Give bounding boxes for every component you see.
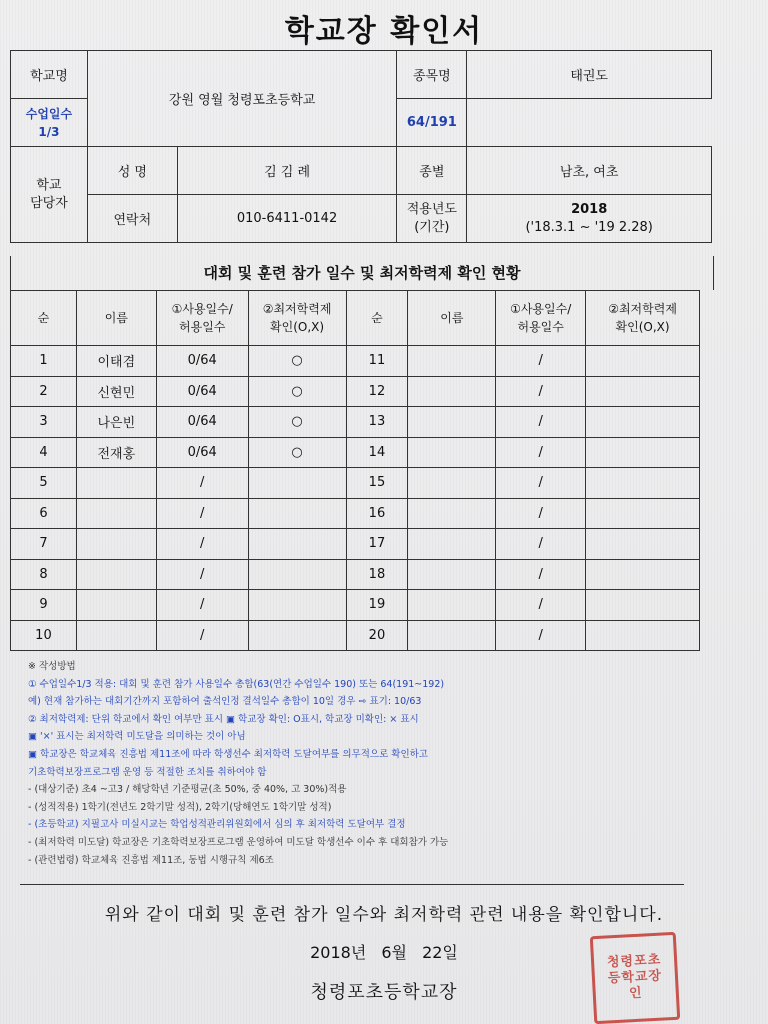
school-info-table: [10, 50, 712, 243]
cell-left-name: 신현민: [76, 376, 156, 407]
cell-right-num: 12: [346, 376, 408, 407]
cell-right-days: /: [496, 437, 586, 468]
seal-text: 청령포초등학교장인: [606, 952, 663, 1002]
cell-right-check: [586, 437, 700, 468]
cell-right-days: /: [496, 346, 586, 377]
cell-left-days: /: [156, 559, 248, 590]
instructions-notes: [28, 658, 698, 869]
note-line: ※ 작성방법: [28, 661, 76, 672]
cell-left-name: [76, 559, 156, 590]
cell-right-check: [586, 468, 700, 499]
cell-left-num: 10: [11, 620, 77, 651]
cell-right-check: [586, 590, 700, 621]
cell-right-days: /: [496, 620, 586, 651]
cell-left-days: /: [156, 529, 248, 560]
cell-right-check: [586, 620, 700, 651]
table-row: [11, 590, 700, 621]
cell-left-name: [76, 620, 156, 651]
header-check-right-line2: 확인(O,X): [615, 320, 670, 334]
cell-right-days: /: [496, 468, 586, 499]
cell-left-num: 2: [11, 376, 77, 407]
type-label: 종별: [397, 147, 467, 195]
year-label: [397, 195, 467, 243]
cell-left-name: 나은빈: [76, 407, 156, 438]
participation-table: [10, 290, 700, 651]
cell-right-name: [408, 376, 496, 407]
note-line: - (관련법령) 학교체육 진흥법 제11조, 동법 시행규칙 제6조: [28, 854, 274, 866]
section-subtitle: 대회 및 훈련 참가 일수 및 최저학력제 확인 현황: [10, 256, 714, 290]
type-value: 남초, 여초: [467, 147, 712, 195]
cell-left-check: [248, 468, 346, 499]
note-line: 예) 현재 참가하는 대회기간까지 포함하여 출석인정 결석일수 총합이 10일 경우 ⇨ 표기: 10/63: [28, 696, 422, 708]
cell-left-name: 전재홍: [76, 437, 156, 468]
cell-left-check: ○: [248, 407, 346, 438]
table-row: [11, 559, 700, 590]
cell-right-name: [408, 559, 496, 590]
cell-left-check: [248, 498, 346, 529]
note-line: ② 최저학력제: 단위 학교에서 확인 여부만 표시 ▣ 학교장 확인: O표시, 학교장 미확인: × 표시: [28, 713, 419, 725]
note-line: - (대상기준) 초4 ~고3 / 해당학년 기준평균(초 50%, 중 40%, 고 30%)적용: [28, 784, 347, 796]
cell-right-check: [586, 407, 700, 438]
school-name-value: 강원 영월 청령포초등학교: [87, 51, 396, 147]
year-label-line1: 적용년도: [406, 201, 457, 217]
cell-right-num: 11: [346, 346, 408, 377]
class-days-value: 64/191: [397, 99, 467, 147]
cell-left-days: /: [156, 498, 248, 529]
cell-right-num: 16: [346, 498, 408, 529]
cell-left-num: 6: [11, 498, 77, 529]
cell-left-name: [76, 590, 156, 621]
header-num-right: 순: [346, 291, 408, 346]
cell-left-name: [76, 468, 156, 499]
year-value: [467, 195, 712, 243]
header-check-right: [586, 291, 700, 346]
cell-left-check: ○: [248, 346, 346, 377]
divider: [20, 884, 684, 885]
cell-left-check: [248, 559, 346, 590]
cell-left-name: [76, 498, 156, 529]
cell-left-num: 1: [11, 346, 77, 377]
class-days-label-line1: 수업일수: [25, 106, 73, 121]
header-name-right: 이름: [408, 291, 496, 346]
staff-label-line1: 학교: [36, 177, 62, 193]
confirmation-statement: 위와 같이 대회 및 훈련 참가 일수와 최저학력 관련 내용을 확인합니다.: [104, 905, 664, 925]
header-days-line2: 허용일수: [179, 320, 226, 334]
cell-left-num: 8: [11, 559, 77, 590]
principal-signature-line: 청령포초등학교장: [310, 982, 458, 1003]
header-num: 순: [11, 291, 77, 346]
cell-right-name: [408, 590, 496, 621]
class-days-label-line2: 1/3: [38, 124, 60, 139]
cell-left-num: 4: [11, 437, 77, 468]
note-line: ▣ '×' 표시는 최저학력 미도달을 의미하는 것이 아님: [28, 731, 246, 743]
cell-right-days: /: [496, 529, 586, 560]
table-row: [11, 376, 700, 407]
cell-right-name: [408, 346, 496, 377]
document-date: 2018년 6월 22일: [310, 943, 458, 962]
note-line: ▣ 학교장은 학교체육 진흥법 제11조에 따라 학생선수 최저학력 도달여부를 의무적으로 확인하고: [28, 748, 428, 760]
header-days-right: [496, 291, 586, 346]
year-number: 2018: [571, 201, 608, 217]
cell-left-days: /: [156, 620, 248, 651]
name-label: 성 명: [87, 147, 177, 195]
cell-right-name: [408, 620, 496, 651]
cell-right-num: 14: [346, 437, 408, 468]
note-line: ① 수업일수1/3 적용: 대회 및 훈련 참가 사용일수 총합(63(연간 수업일수 190) 또는 64(191~192): [28, 678, 445, 690]
note-line: - (최저학력 미도달) 학교장은 기초학력보장프로그램 운영하여 미도달 학생선수 이수 후 대회참가 가능: [28, 836, 449, 848]
cell-left-days: 0/64: [156, 437, 248, 468]
cell-right-check: [586, 346, 700, 377]
header-days: [156, 291, 248, 346]
note-line: 기초학력보장프로그램 운영 등 적절한 조치를 취하여야 함: [28, 766, 267, 778]
cell-right-num: 19: [346, 590, 408, 621]
cell-right-num: 20: [346, 620, 408, 651]
cell-left-check: ○: [248, 376, 346, 407]
header-days-right-line1: ①사용일수/: [510, 302, 572, 316]
table-row: [11, 437, 700, 468]
class-days-label: [11, 99, 88, 147]
cell-right-days: /: [496, 376, 586, 407]
cell-right-name: [408, 437, 496, 468]
table-row: [11, 407, 700, 438]
cell-left-days: 0/64: [156, 407, 248, 438]
table-header-row: [11, 291, 700, 346]
cell-right-check: [586, 529, 700, 560]
staff-label: [11, 147, 88, 243]
note-line: - (성적적용) 1학기(전년도 2학기말 성적), 2학기(당해연도 1학기말 성적): [28, 801, 332, 813]
cell-right-name: [408, 529, 496, 560]
sport-value: 태권도: [467, 51, 712, 99]
header-check-line1: ②최저학력제: [262, 302, 332, 316]
header-name: 이름: [76, 291, 156, 346]
cell-left-days: /: [156, 590, 248, 621]
header-days-right-line2: 허용일수: [517, 320, 564, 334]
note-line: - (초등학교) 지필고사 미실시교는 학업성적관리위원회에서 심의 후 최저학력 도달여부 결정: [28, 819, 406, 831]
cell-right-check: [586, 559, 700, 590]
cell-right-name: [408, 498, 496, 529]
cell-right-days: /: [496, 498, 586, 529]
cell-right-name: [408, 468, 496, 499]
document-title: 학교장 확인서: [284, 14, 484, 49]
cell-right-num: 18: [346, 559, 408, 590]
table-row: [11, 498, 700, 529]
header-check: [248, 291, 346, 346]
header-check-right-line1: ②최저학력제: [608, 302, 677, 316]
staff-name-value: 김 김 례: [177, 147, 397, 195]
contact-value: 010-6411-0142: [177, 195, 397, 243]
header-check-line2: 확인(O,X): [270, 320, 325, 334]
cell-right-num: 15: [346, 468, 408, 499]
cell-left-num: 7: [11, 529, 77, 560]
cell-left-check: [248, 529, 346, 560]
cell-left-name: 이태겸: [76, 346, 156, 377]
cell-right-days: /: [496, 590, 586, 621]
cell-left-days: /: [156, 468, 248, 499]
staff-label-line2: 담당자: [30, 195, 68, 211]
year-period: ('18.3.1 ~ '19 2.28): [525, 219, 653, 235]
table-row: [11, 529, 700, 560]
school-name-label: 학교명: [11, 51, 88, 99]
cell-right-name: [408, 407, 496, 438]
cell-right-check: [586, 498, 700, 529]
cell-left-check: [248, 620, 346, 651]
cell-left-check: ○: [248, 437, 346, 468]
cell-right-days: /: [496, 559, 586, 590]
cell-right-num: 13: [346, 407, 408, 438]
year-label-line2: (기간): [414, 219, 450, 235]
sport-label: 종목명: [397, 51, 467, 99]
table-row: [11, 468, 700, 499]
contact-label: 연락처: [87, 195, 177, 243]
cell-right-days: /: [496, 407, 586, 438]
cell-left-num: 3: [11, 407, 77, 438]
table-row: [11, 620, 700, 651]
header-days-line1: ①사용일수/: [171, 302, 233, 316]
cell-left-name: [76, 529, 156, 560]
official-seal: [590, 932, 680, 1024]
cell-right-check: [586, 376, 700, 407]
cell-left-check: [248, 590, 346, 621]
cell-left-days: 0/64: [156, 376, 248, 407]
cell-left-days: 0/64: [156, 346, 248, 377]
cell-right-num: 17: [346, 529, 408, 560]
table-row: [11, 346, 700, 377]
cell-left-num: 9: [11, 590, 77, 621]
cell-left-num: 5: [11, 468, 77, 499]
